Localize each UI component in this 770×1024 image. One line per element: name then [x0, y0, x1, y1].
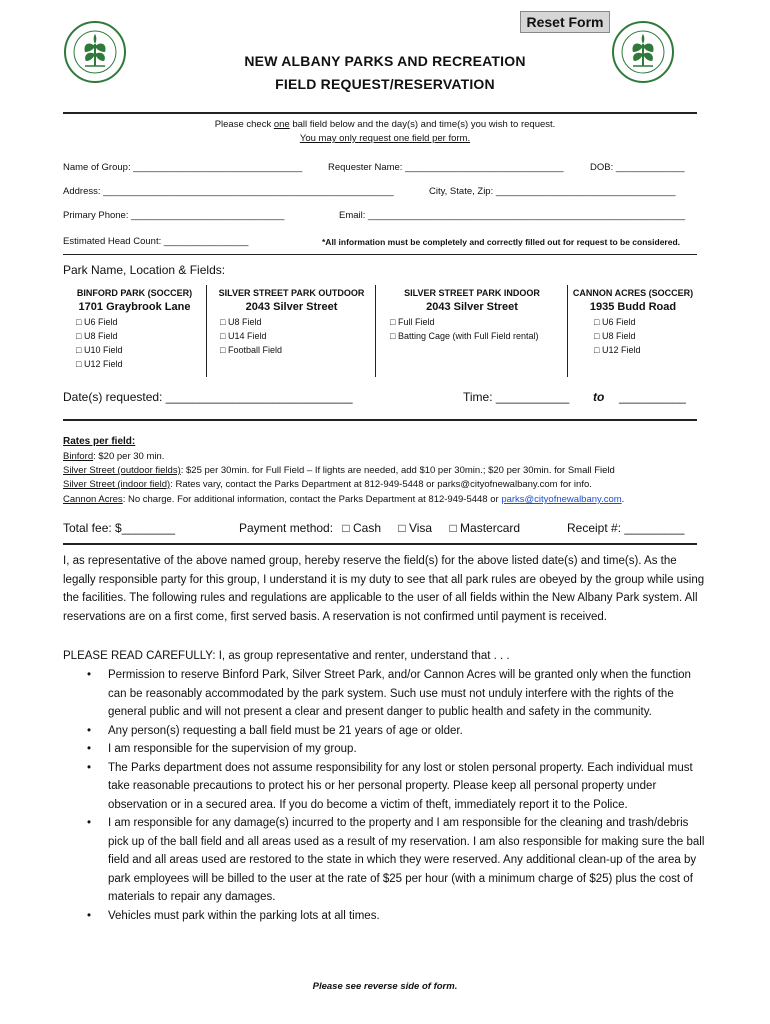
rate-silver-indoor: Silver Street (indoor field): Rates vary, contact the Parks Department at 812-949-5448 or parks@cityofnewalbany.com for info. [63, 479, 592, 490]
park-address: 2043 Silver Street [245, 301, 338, 313]
park-address: 1701 Graybrook Lane [78, 301, 191, 313]
field-option-checkbox[interactable]: □ U6 Field [594, 317, 636, 327]
park-column-silver-indoor [377, 288, 567, 343]
rate-binford: Binford: $20 per 30 min. [63, 451, 165, 462]
park-column-binford [63, 288, 206, 371]
payment-mastercard-checkbox[interactable]: □ Mastercard [449, 521, 521, 535]
payment-cash-checkbox[interactable]: □ Cash [342, 521, 382, 535]
payment-visa-checkbox[interactable]: □ Visa [398, 521, 433, 535]
park-address: 2043 Silver Street [426, 301, 518, 313]
field-option-checkbox[interactable]: □ Football Field [220, 345, 282, 355]
park-name: CANNON ACRES (SOCCER) [572, 288, 694, 298]
column-divider [567, 285, 568, 377]
time-to-field[interactable]: __________ [619, 390, 686, 404]
park-column-cannon [569, 288, 697, 357]
rate-cannon: Cannon Acres: No charge. For additional information, contact the Parks Department at 812-949-5448 or parks@cityofnewalbany.com. [63, 494, 625, 505]
requester-name-field[interactable]: Requester Name: ______________________________ [328, 162, 564, 173]
parks-and-recreation-seal-icon [63, 20, 127, 84]
field-option-checkbox[interactable]: □ U8 Field [76, 331, 118, 341]
agreement-paragraph: I, as representative of the above named group, hereby reserve the field(s) for the above listed date(s) and time(s). As the legally responsible party for this group, I understand it is my duty to see that all park rules are obeyed by the group while using the facilities. The following rules and regulations are applicable to the user of all fields within the New Albany Park system. All reservations are on a first come, first served basis. A reservation is not confirmed until payment is received. [63, 555, 705, 623]
time-to-label: to [593, 390, 605, 404]
park-name: BINFORD PARK (SOCCER) [76, 288, 193, 298]
park-address: 1935 Budd Road [589, 301, 677, 313]
rule-item: • The Parks department does not assume responsibility for any lost or stolen personal property. Each individual must take reasonable precautions to protect his or her personal property. Please keep all personal property under observation or in a secured area. If you do become a victim of theft, immediately report it to the Police. [63, 759, 708, 815]
footer-note: Please see reverse side of form. [312, 981, 458, 992]
field-option-checkbox[interactable]: □ Full Field [390, 317, 435, 327]
column-divider [375, 285, 376, 377]
field-option-checkbox[interactable]: □ U6 Field [76, 317, 118, 327]
address-field[interactable]: Address: _______________________________________________________ [63, 186, 394, 197]
rules-list [63, 666, 708, 925]
dob-field[interactable]: DOB: _____________ [590, 162, 685, 173]
email-link[interactable]: parks@cityofnewalbany.com [501, 494, 622, 505]
rate-silver-outdoor: Silver Street (outdoor fields): $25 per 30min. for Full Field – If lights are needed, add $10 per 30min.; $20 per 30min. for Small Field [63, 465, 615, 476]
instructions-line1: Please check one ball field below and the day(s) and time(s) you wish to request. [214, 119, 556, 130]
park-name: SILVER STREET PARK OUTDOOR [218, 288, 365, 298]
email-field[interactable]: Email: ____________________________________________________________ [339, 210, 686, 221]
divider [63, 254, 697, 255]
field-option-checkbox[interactable]: □ U8 Field [220, 317, 262, 327]
payment-method: Payment method: □ Cash □ Visa □ Mastercard [239, 521, 521, 535]
divider [63, 419, 697, 421]
rule-item: • I am responsible for any damage(s) incurred to the property and I am responsible for the cleaning and trash/debris pick up of the ball field and all areas used as a result of my reservation. I am also responsible for making sure the ball field and all areas used are restored to the state in which they were reserved. Any additional clean-up of the area by park employees will be billed to the user at the rate of $25 per hour (with a minimum charge of $25) plus the cost of materials to repair any damages. [63, 814, 708, 907]
form-title: NEW ALBANY PARKS AND RECREATION [244, 53, 526, 69]
time-field[interactable]: Time: ___________ [463, 390, 570, 404]
park-section-label: Park Name, Location & Fields: [63, 263, 226, 277]
receipt-number-field[interactable]: Receipt #: _________ [567, 521, 685, 535]
rule-item: • Permission to reserve Binford Park, Silver Street Park, and/or Cannon Acres will be granted only when the function can be reasonably accommodated by the park system. Such use must not unduly interfere with the rights of the general public and will not present a clear and present danger to public health and safety in the community. [63, 666, 708, 722]
park-column-silver-outdoor [208, 288, 375, 357]
form-subtitle: FIELD REQUEST/RESERVATION [275, 76, 495, 92]
field-option-checkbox[interactable]: □ Batting Cage (with Full Field rental) [390, 331, 539, 341]
field-option-checkbox[interactable]: □ U14 Field [220, 331, 267, 341]
please-read-heading: PLEASE READ CAREFULLY: I, as group representative and renter, understand that . . . [63, 650, 510, 662]
park-name: SILVER STREET PARK INDOOR [404, 288, 540, 298]
rule-item: • Vehicles must park within the parking lots at all times. [63, 907, 708, 926]
reset-form-button[interactable]: Reset Form [520, 11, 610, 33]
rule-item: • Any person(s) requesting a ball field must be 21 years of age or older. [63, 722, 708, 741]
completion-notice: *All information must be completely and correctly filled out for request to be considered. [322, 237, 681, 247]
column-divider [206, 285, 207, 377]
field-option-checkbox[interactable]: □ U10 Field [76, 345, 123, 355]
field-option-checkbox[interactable]: □ U12 Field [594, 345, 641, 355]
phone-field[interactable]: Primary Phone: _____________________________ [63, 210, 285, 221]
group-name-field[interactable]: Name of Group: ________________________________ [63, 162, 303, 173]
field-option-checkbox[interactable]: □ U12 Field [76, 359, 123, 369]
city-state-zip-field[interactable]: City, State, Zip: __________________________________ [429, 186, 676, 197]
dates-requested-field[interactable]: Date(s) requested: ____________________________ [63, 390, 353, 404]
head-count-field[interactable]: Estimated Head Count: ________________ [63, 236, 249, 247]
divider [63, 543, 697, 545]
field-option-checkbox[interactable]: □ U8 Field [594, 331, 636, 341]
rule-item: • I am responsible for the supervision of my group. [63, 740, 708, 759]
parks-and-recreation-seal-icon [611, 20, 675, 84]
instructions-line2: You may only request one field per form. [299, 133, 471, 144]
rates-heading: Rates per field: [63, 436, 136, 447]
park-columns [63, 283, 697, 379]
divider [63, 112, 697, 114]
total-fee-field[interactable]: Total fee: $________ [63, 521, 176, 535]
